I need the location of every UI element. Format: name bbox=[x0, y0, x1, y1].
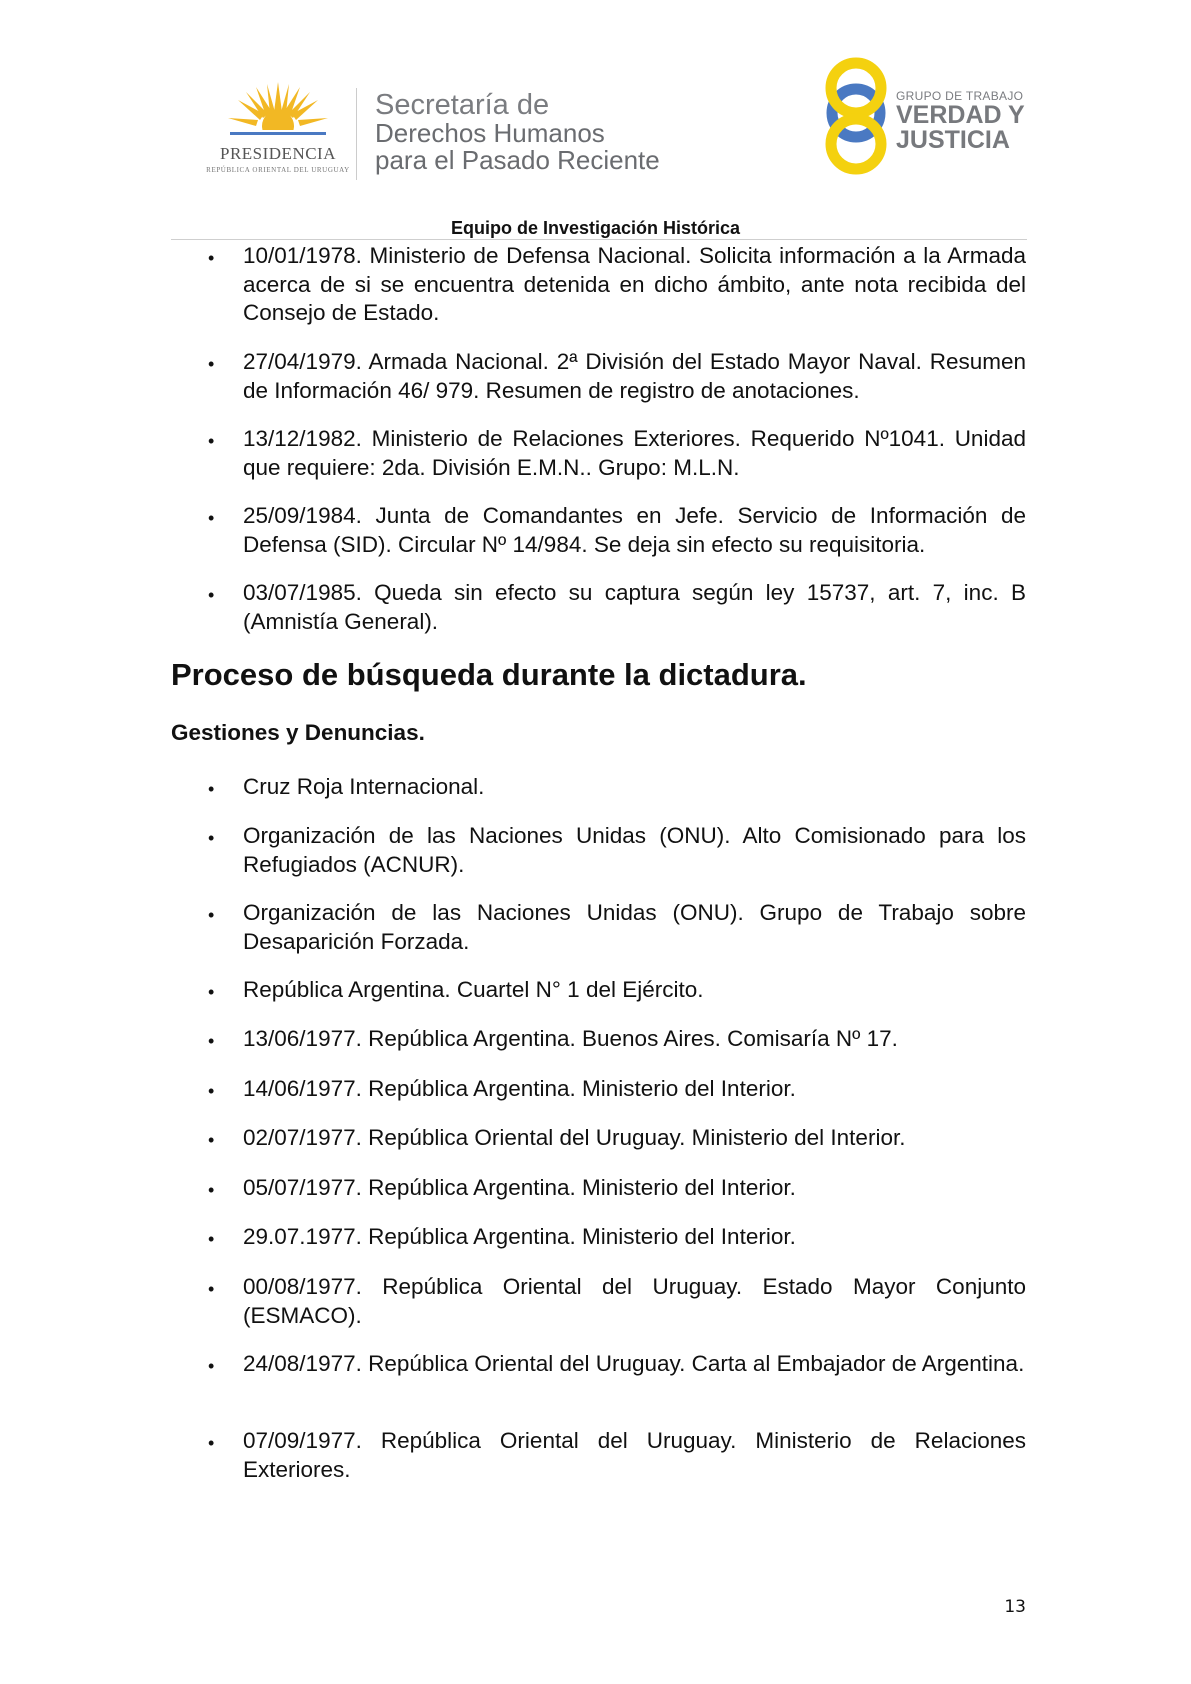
presidencia-logo bbox=[198, 78, 358, 178]
list-item: Organización de las Naciones Unidas (ONU). Grupo de Trabajo sobre Desaparición Forzada. bbox=[243, 900, 1026, 954]
secretaria-line-2: Derechos Humanos bbox=[375, 118, 605, 148]
list-item: 25/09/1984. Junta de Comandantes en Jefe. Servicio de Información de Defensa (SID). Circular Nº 14/984. Se deja sin efecto su requisitoria. bbox=[243, 503, 1026, 557]
list-item: 05/07/1977. República Argentina. Ministerio del Interior. bbox=[243, 1175, 796, 1200]
list-item: 13/06/1977. República Argentina. Buenos Aires. Comisaría Nº 17. bbox=[243, 1026, 898, 1051]
bullet-icon: • bbox=[208, 508, 215, 528]
page-header bbox=[0, 0, 1191, 240]
verdad-justicia-logo bbox=[820, 55, 1040, 185]
grupo-trabajo-text bbox=[896, 89, 1025, 153]
grupo-line-2: VERDAD Y bbox=[896, 101, 1025, 129]
secretaria-logo-text bbox=[375, 90, 705, 174]
bullet-icon: • bbox=[208, 982, 215, 1002]
bullet-icon: • bbox=[208, 779, 215, 799]
header-rule bbox=[171, 239, 1027, 240]
secretaria-line-3: para el Pasado Reciente bbox=[375, 145, 660, 175]
bullet-icon: • bbox=[208, 1356, 215, 1376]
presidencia-subtitle: REPÚBLICA ORIENTAL DEL URUGUAY bbox=[206, 166, 350, 174]
bullet-icon: • bbox=[208, 1229, 215, 1249]
grupo-line-3: JUSTICIA bbox=[896, 126, 1010, 154]
list-item: 10/01/1978. Ministerio de Defensa Nacional. Solicita información a la Armada acerca de si se encuentra detenida en dicho ámbito, ante nota recibida del Consejo de Estado. bbox=[243, 243, 1026, 325]
list-item: Organización de las Naciones Unidas (ONU). Alto Comisionado para los Refugiados (ACNUR). bbox=[243, 823, 1026, 877]
list-item: 07/09/1977. República Oriental del Uruguay. Ministerio de Relaciones Exteriores. bbox=[243, 1428, 1026, 1482]
list-item: 14/06/1977. República Argentina. Ministerio del Interior. bbox=[243, 1076, 796, 1101]
list-item: 24/08/1977. República Oriental del Uruguay. Carta al Embajador de Argentina. bbox=[243, 1351, 1025, 1376]
logo-divider bbox=[356, 88, 357, 180]
bullet-icon: • bbox=[208, 1180, 215, 1200]
bullet-icon: • bbox=[208, 248, 215, 268]
secretaria-line-1: Secretaría de bbox=[375, 89, 550, 121]
list-item: Cruz Roja Internacional. bbox=[243, 774, 485, 799]
list-item: República Argentina. Cuartel N° 1 del Ejército. bbox=[243, 977, 704, 1002]
bullet-icon: • bbox=[208, 1433, 215, 1453]
bullet-icon: • bbox=[208, 1130, 215, 1150]
bullet-icon: • bbox=[208, 1031, 215, 1051]
section-title: Proceso de búsqueda durante la dictadura. bbox=[171, 657, 807, 692]
list-item: 00/08/1977. República Oriental del Uruguay. Estado Mayor Conjunto (ESMACO). bbox=[243, 1274, 1026, 1328]
bullet-icon: • bbox=[208, 585, 215, 605]
grupo-line-1: GRUPO DE TRABAJO bbox=[896, 89, 1024, 103]
bullet-icon: • bbox=[208, 431, 215, 451]
bullet-icon: • bbox=[208, 1081, 215, 1101]
list-item: 02/07/1977. República Oriental del Uruguay. Ministerio del Interior. bbox=[243, 1125, 906, 1150]
page-number: 13 bbox=[1004, 1597, 1026, 1617]
presidencia-title: PRESIDENCIA bbox=[219, 144, 336, 163]
subsection-title: Gestiones y Denuncias. bbox=[171, 720, 425, 745]
bullet-icon: • bbox=[208, 828, 215, 848]
team-title: Equipo de Investigación Histórica bbox=[450, 218, 741, 238]
list-item: 27/04/1979. Armada Nacional. 2ª División del Estado Mayor Naval. Resumen de Información 46/ 979. Resumen de registro de anotaciones. bbox=[243, 349, 1026, 403]
bullet-icon: • bbox=[208, 905, 215, 925]
list-item: 29.07.1977. República Argentina. Ministerio del Interior. bbox=[243, 1224, 796, 1249]
list-item: 03/07/1985. Queda sin efecto su captura según ley 15737, art. 7, inc. B (Amnistía General). bbox=[243, 580, 1026, 634]
bullet-icon: • bbox=[208, 354, 215, 374]
interlocking-rings-icon bbox=[820, 55, 900, 179]
list-item: 13/12/1982. Ministerio de Relaciones Exteriores. Requerido Nº1041. Unidad que requiere: 2da. División E.M.N.. Grupo: M.L.N. bbox=[243, 426, 1026, 480]
sun-icon bbox=[224, 78, 332, 142]
bullet-icon: • bbox=[208, 1279, 215, 1299]
